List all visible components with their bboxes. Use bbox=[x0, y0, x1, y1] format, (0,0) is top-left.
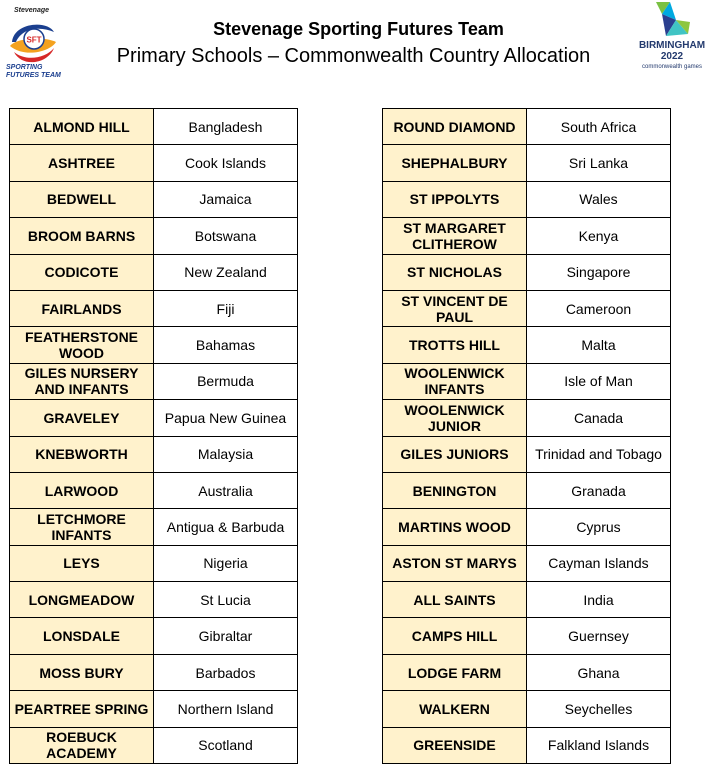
country-name: Australia bbox=[154, 472, 298, 508]
school-name: FAIRLANDS bbox=[10, 290, 154, 326]
table-row-right bbox=[383, 363, 671, 399]
table-row-left bbox=[10, 290, 298, 326]
school-name: SHEPHALBURY bbox=[383, 145, 527, 181]
school-name: TROTTS HILL bbox=[383, 327, 527, 363]
country-name: Kenya bbox=[527, 218, 671, 254]
school-name: BEDWELL bbox=[10, 181, 154, 217]
table-row-right bbox=[383, 654, 671, 690]
country-name: Scotland bbox=[154, 727, 298, 763]
table-row-left bbox=[10, 727, 298, 763]
birmingham-2022-logo bbox=[636, 0, 708, 80]
school-name: KNEBWORTH bbox=[10, 436, 154, 472]
school-name: LODGE FARM bbox=[383, 654, 527, 690]
table-row-right bbox=[383, 582, 671, 618]
country-name: Bermuda bbox=[154, 363, 298, 399]
school-name: LONGMEADOW bbox=[10, 582, 154, 618]
country-name: Cyprus bbox=[527, 509, 671, 545]
school-name: ASHTREE bbox=[10, 145, 154, 181]
country-name: Bahamas bbox=[154, 327, 298, 363]
table-row-right bbox=[383, 254, 671, 290]
table-row-right bbox=[383, 327, 671, 363]
school-name: PEARTREE SPRING bbox=[10, 691, 154, 727]
table-row-right bbox=[383, 290, 671, 326]
country-name: Papua New Guinea bbox=[154, 400, 298, 436]
country-name: Cayman Islands bbox=[527, 545, 671, 581]
school-name: ROUND DIAMOND bbox=[383, 109, 527, 145]
page-title: Stevenage Sporting Futures Team bbox=[213, 19, 504, 39]
table-row-left bbox=[10, 691, 298, 727]
country-name: Cameroon bbox=[527, 290, 671, 326]
allocation-table-left bbox=[9, 108, 298, 764]
country-name: Botswana bbox=[154, 218, 298, 254]
school-name: LARWOOD bbox=[10, 472, 154, 508]
table-row-right bbox=[383, 472, 671, 508]
school-name: FEATHERSTONE WOOD bbox=[10, 327, 154, 363]
country-name: Seychelles bbox=[527, 691, 671, 727]
table-row-left bbox=[10, 436, 298, 472]
table-row-left bbox=[10, 400, 298, 436]
school-name: MARTINS WOOD bbox=[383, 509, 527, 545]
country-name: Ghana bbox=[527, 654, 671, 690]
school-name: WOOLENWICK JUNIOR bbox=[383, 400, 527, 436]
country-name: South Africa bbox=[527, 109, 671, 145]
country-name: Falkland Islands bbox=[527, 727, 671, 763]
country-name: Granada bbox=[527, 472, 671, 508]
table-row-left bbox=[10, 654, 298, 690]
page-header bbox=[0, 0, 717, 100]
table-row-right bbox=[383, 618, 671, 654]
country-name: Cook Islands bbox=[154, 145, 298, 181]
table-row-right bbox=[383, 218, 671, 254]
school-name: GREENSIDE bbox=[383, 727, 527, 763]
country-name: Wales bbox=[527, 181, 671, 217]
school-name: BROOM BARNS bbox=[10, 218, 154, 254]
school-name: WALKERN bbox=[383, 691, 527, 727]
table-row-left bbox=[10, 472, 298, 508]
table-row-right bbox=[383, 109, 671, 145]
country-name: Singapore bbox=[527, 254, 671, 290]
school-name: ALMOND HILL bbox=[10, 109, 154, 145]
table-row-left bbox=[10, 582, 298, 618]
country-name: Northern Island bbox=[154, 691, 298, 727]
school-name: ST VINCENT DE PAUL bbox=[383, 290, 527, 326]
table-row-left bbox=[10, 181, 298, 217]
table-row-right bbox=[383, 145, 671, 181]
school-name: LEYS bbox=[10, 545, 154, 581]
school-name: ASTON ST MARYS bbox=[383, 545, 527, 581]
school-name: ALL SAINTS bbox=[383, 582, 527, 618]
commonwealth-games-mark-icon bbox=[636, 0, 708, 40]
country-name: New Zealand bbox=[154, 254, 298, 290]
school-name: ST MARGARET CLITHEROW bbox=[383, 218, 527, 254]
school-name: WOOLENWICK INFANTS bbox=[383, 363, 527, 399]
page-subtitle: Primary Schools – Commonwealth Country Allocation bbox=[116, 45, 591, 67]
table-row-left bbox=[10, 509, 298, 545]
birmingham-2022-text: BIRMINGHAM 2022 bbox=[638, 40, 706, 62]
commonwealth-games-text: commonwealth games bbox=[641, 64, 703, 70]
country-name: Guernsey bbox=[527, 618, 671, 654]
table-row-left bbox=[10, 327, 298, 363]
table-row-left bbox=[10, 109, 298, 145]
school-name: CODICOTE bbox=[10, 254, 154, 290]
table-row-left bbox=[10, 145, 298, 181]
sft-badge-text: SFT bbox=[26, 35, 42, 45]
table-row-right bbox=[383, 545, 671, 581]
table-row-right bbox=[383, 436, 671, 472]
country-name: Nigeria bbox=[154, 545, 298, 581]
country-name: Barbados bbox=[154, 654, 298, 690]
country-name: Malaysia bbox=[154, 436, 298, 472]
table-row-right bbox=[383, 727, 671, 763]
table-row-right bbox=[383, 400, 671, 436]
school-name: BENINGTON bbox=[383, 472, 527, 508]
country-name: Malta bbox=[527, 327, 671, 363]
table-row-right bbox=[383, 181, 671, 217]
school-name: LONSDALE bbox=[10, 618, 154, 654]
table-row-left bbox=[10, 218, 298, 254]
country-name: St Lucia bbox=[154, 582, 298, 618]
country-name: India bbox=[527, 582, 671, 618]
country-name: Gibraltar bbox=[154, 618, 298, 654]
country-name: Trinidad and Tobago bbox=[527, 436, 671, 472]
allocation-table-right bbox=[382, 108, 671, 764]
country-name: Canada bbox=[527, 400, 671, 436]
sft-logo-top-text: Stevenage bbox=[14, 7, 50, 14]
table-row-right bbox=[383, 509, 671, 545]
country-name: Jamaica bbox=[154, 181, 298, 217]
school-name: LETCHMORE INFANTS bbox=[10, 509, 154, 545]
table-row-left bbox=[10, 254, 298, 290]
school-name: CAMPS HILL bbox=[383, 618, 527, 654]
country-name: Antigua & Barbuda bbox=[154, 509, 298, 545]
country-name: Bangladesh bbox=[154, 109, 298, 145]
school-name: ROEBUCK ACADEMY bbox=[10, 727, 154, 763]
table-row-left bbox=[10, 545, 298, 581]
table-row-left bbox=[10, 618, 298, 654]
school-name: ST NICHOLAS bbox=[383, 254, 527, 290]
school-name: GRAVELEY bbox=[10, 400, 154, 436]
country-name: Sri Lanka bbox=[527, 145, 671, 181]
sft-logo-bottom-text: SPORTING FUTURES TEAM bbox=[6, 64, 61, 79]
school-name: GILES JUNIORS bbox=[383, 436, 527, 472]
country-name: Fiji bbox=[154, 290, 298, 326]
table-row-right bbox=[383, 691, 671, 727]
sft-logo bbox=[4, 4, 62, 82]
school-name: ST IPPOLYTS bbox=[383, 181, 527, 217]
table-row-left bbox=[10, 363, 298, 399]
country-name: Isle of Man bbox=[527, 363, 671, 399]
school-name: GILES NURSERY AND INFANTS bbox=[10, 363, 154, 399]
school-name: MOSS BURY bbox=[10, 654, 154, 690]
